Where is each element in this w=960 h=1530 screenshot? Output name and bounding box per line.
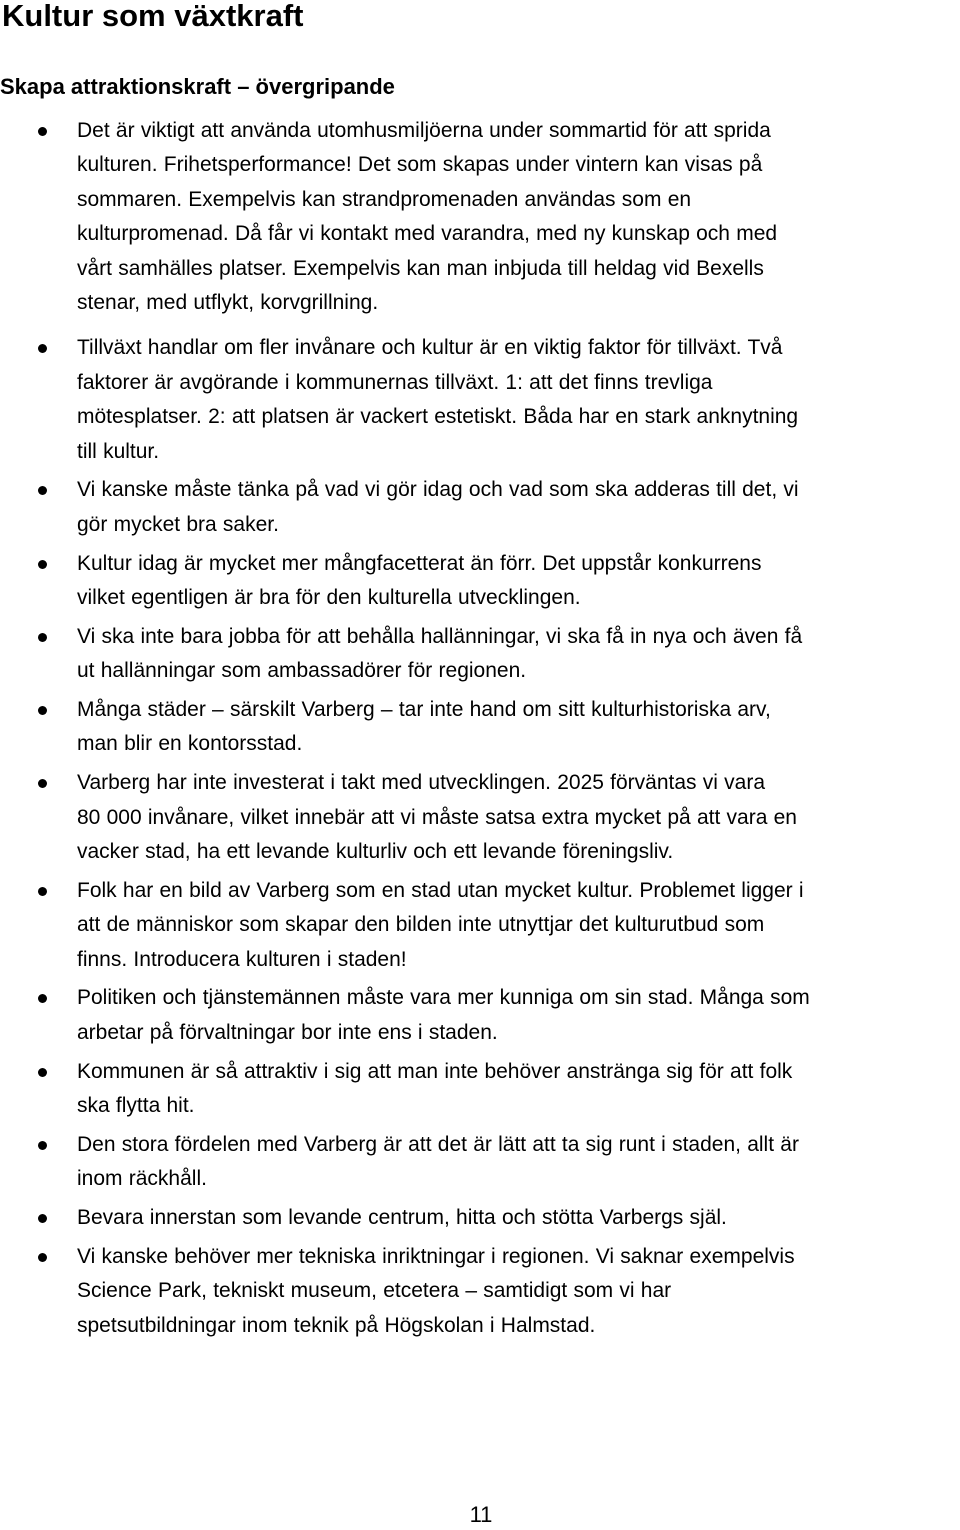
list-item <box>0 693 960 762</box>
text-line: stenar, med utflykt, korvgrillning. <box>77 291 379 315</box>
bullet-icon <box>38 633 47 642</box>
text-line: kulturpromenad. Då får vi kontakt med varandra, med ny kunskap och med <box>77 222 778 246</box>
text-line: Bevara innerstan som levande centrum, hitta och stötta Varbergs själ. <box>77 1206 727 1230</box>
text-line: Tillväxt handlar om fler invånare och kultur är en viktig faktor för tillväxt. Två <box>77 336 783 360</box>
list-item <box>0 874 960 977</box>
bullet-icon <box>38 994 47 1003</box>
text-line: inom räckhåll. <box>77 1167 207 1191</box>
list-item <box>0 620 960 689</box>
text-line: att de människor som skapar den bilden inte utnyttjar det kulturutbud som <box>77 913 765 937</box>
document-title: Kultur som växtkraft <box>2 0 304 33</box>
text-line: ut hallänningar som ambassadörer för regionen. <box>77 659 527 683</box>
bullet-icon <box>38 1214 47 1223</box>
text-line: Den stora fördelen med Varberg är att det är lätt att ta sig runt i staden, allt är <box>77 1132 799 1156</box>
bullet-icon <box>38 779 47 788</box>
list-item <box>0 766 960 869</box>
bullet-icon <box>38 706 47 715</box>
page-number: 11 <box>469 1502 493 1527</box>
list-item <box>0 331 960 469</box>
list-item <box>0 473 960 542</box>
text-line: Kommunen är så attraktiv i sig att man inte behöver anstränga sig för att folk <box>77 1059 793 1083</box>
bullet-icon <box>38 560 47 569</box>
text-line: Kultur idag är mycket mer mångfacetterat än förr. Det uppstår konkurrens <box>77 551 762 575</box>
text-line: man blir en kontorsstad. <box>77 732 303 756</box>
bullet-icon <box>38 486 47 495</box>
list-item <box>0 547 960 616</box>
list-item <box>0 1201 960 1235</box>
text-line: till kultur. <box>77 439 160 463</box>
text-line: Vi ska inte bara jobba för att behålla hallänningar, vi ska få in nya och även få <box>77 624 803 648</box>
text-line: finns. Introducera kulturen i staden! <box>77 947 407 971</box>
section-heading: Skapa attraktionskraft – övergripande <box>0 74 395 99</box>
text-line: gör mycket bra saker. <box>77 512 279 536</box>
bullet-icon <box>38 1141 47 1150</box>
text-line: vårt samhälles platser. Exempelvis kan man inbjuda till heldag vid Bexells <box>77 256 764 280</box>
bullet-icon <box>38 1253 47 1262</box>
text-line: vilket egentligen är bra för den kulturella utvecklingen. <box>77 586 581 610</box>
text-line: Folk har en bild av Varberg som en stad utan mycket kultur. Problemet ligger i <box>77 878 804 902</box>
text-line: Science Park, tekniskt museum, etcetera – samtidigt som vi har <box>77 1279 672 1303</box>
text-line: mötesplatser. 2: att platsen är vackert estetiskt. Båda har en stark anknytning <box>77 405 799 429</box>
text-line: faktorer är avgörande i kommunernas tillväxt. 1: att det finns trevliga <box>77 370 713 394</box>
text-line: Politiken och tjänstemännen måste vara mer kunniga om sin stad. Många som <box>77 986 810 1010</box>
text-line: arbetar på förvaltningar bor inte ens i staden. <box>77 1020 498 1044</box>
bullet-icon <box>38 887 47 896</box>
text-line: Varberg har inte investerat i takt med utvecklingen. 2025 förväntas vi vara <box>77 771 766 795</box>
bullet-icon <box>38 1068 47 1077</box>
text-line: sommaren. Exempelvis kan strandpromenaden användas som en <box>77 187 692 211</box>
bullet-list <box>0 114 960 1348</box>
text-line: Många städer – särskilt Varberg – tar inte hand om sitt kulturhistoriska arv, <box>77 698 771 722</box>
list-item <box>0 981 960 1050</box>
text-line: Det är viktigt att använda utomhusmiljöerna under sommartid för att sprida <box>77 119 771 142</box>
text-line: vacker stad, ha ett levande kulturliv och ett levande föreningsliv. <box>77 840 674 864</box>
list-item <box>0 1128 960 1197</box>
list-item <box>0 1055 960 1124</box>
text-line: kulturen. Frihetsperformance! Det som skapas under vintern kan visas på <box>77 153 763 177</box>
list-item <box>0 1240 960 1343</box>
list-item <box>0 114 960 320</box>
text-line: Vi kanske måste tänka på vad vi gör idag och vad som ska adderas till det, vi <box>77 478 799 502</box>
text-line: spetsutbildningar inom teknik på Högskolan i Halmstad. <box>77 1313 596 1337</box>
text-line: 80 000 invånare, vilket innebär att vi måste satsa extra mycket på att vara en <box>77 805 797 829</box>
text-line: Vi kanske behöver mer tekniska inriktningar i regionen. Vi saknar exempelvis <box>77 1244 795 1268</box>
bullet-icon <box>38 344 47 353</box>
text-line: ska flytta hit. <box>77 1094 195 1118</box>
bullet-icon <box>38 127 47 136</box>
